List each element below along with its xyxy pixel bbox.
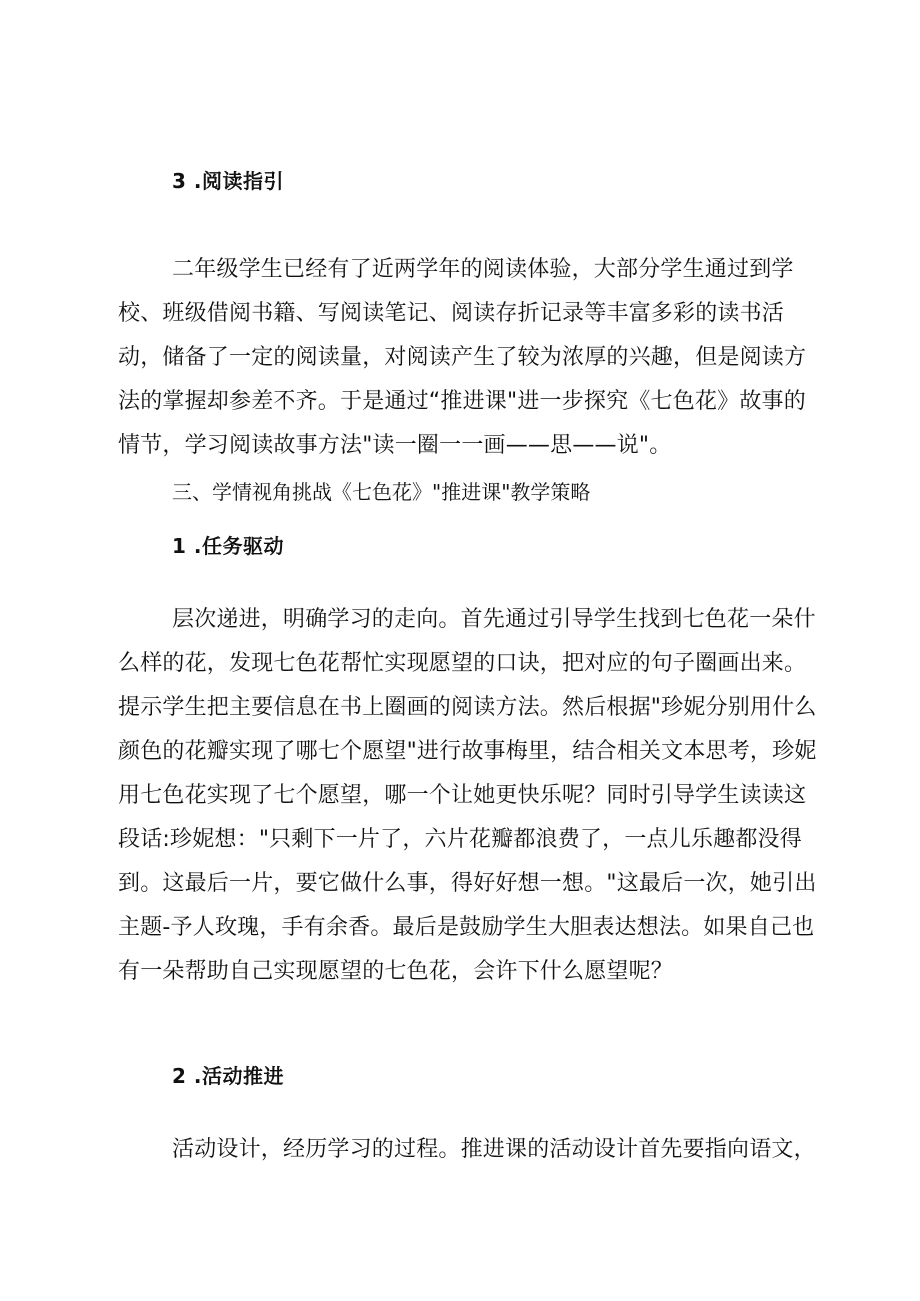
task-driven-paragraph: 层次递进，明确学习的走向。首先通过引导学生找到七色花一朵什么样的花，发现七色花帮忙实现愿望的口诀，把对应的句子圈画出来。提示学生把主要信息在书上圈画的阅读方法。然后根据"珍妮分别用什么颜色的花瓣实现了哪七个愿望"进行故事梅里，结合相关文本思考，珍妮用七色花实现了七个愿望，哪一个让她更快乐呢？同时引导学生读读这段话:珍妮想："只剩下一片了，六片花瓣都浪费了，一点儿乐趣都没得到。这最后一片，要它做什么事，得好好想一想。"这最后一次，她引出主题-予人玫瑰，手有余香。最后是鼓励学生大胆表达想法。如果自己也有一朵帮助自己实现愿望的七色花，会许下什么愿望呢？ — [118, 607, 817, 984]
task-driven-heading: 1 .任务驱动 — [172, 534, 284, 558]
activity-heading: 2 .活动推进 — [172, 1064, 284, 1088]
reading-guide-heading: 3 .阅读指引 — [172, 169, 284, 193]
reading-guide-paragraph: 二年级学生已经有了近两学年的阅读体验，大部分学生通过到学校、班级借阅书籍、写阅读笔记、阅读存折记录等丰富多彩的读书活动，储备了一定的阅读量，对阅读产生了较为浓厚的兴趣，但是阅读方法的掌握却参差不齐。于是通过“推进课"进一步探究《七色花》故事的情节，学习阅读故事方法"读一圈一一画——思——说"。 — [118, 257, 807, 458]
activity-paragraph: 活动设计，经历学习的过程。推进课的活动设计首先要指向语文， — [172, 1137, 816, 1162]
section-three-title: 三、学情视角挑战《七色花》"推进课"教学策略 — [172, 480, 591, 504]
